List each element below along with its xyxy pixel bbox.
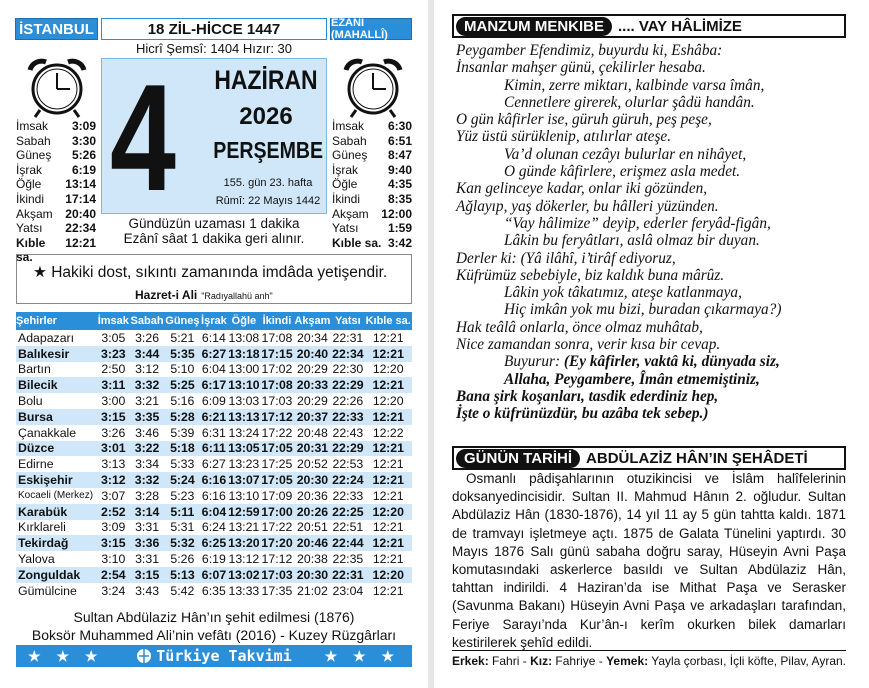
time-cell: 12:21 [372, 520, 404, 535]
poem-line: Hak teâlâ onlarla, önce olmaz muhâtab, [456, 318, 703, 336]
day-events: Sultan Abdülaziz Hân’ın şehit edilmesi (1876) Boksör Muhammed Ali’nin vefâtı (2016) - Kuzey Rüzgârları [31, 609, 397, 643]
time-cell: 5:31 [170, 520, 195, 535]
time-cell: 5:10 [170, 362, 195, 377]
time-cell: 3:26 [101, 425, 126, 440]
table-row [16, 441, 412, 457]
city-name: Düzce [16, 441, 97, 457]
time-cell: 12:21 [372, 330, 404, 345]
time-cell: 13:03 [228, 394, 260, 409]
time-cell: 13:18 [228, 346, 260, 361]
poem-line: Kimin, zerre miktarı, kalbinde varsa îmân, [504, 76, 765, 94]
time-row: Sabah 3:30 [16, 133, 96, 148]
city-times-table [16, 312, 412, 599]
time-cell: 6:16 [201, 473, 227, 488]
time-cell: 3:21 [135, 394, 160, 409]
month-name: HAZİRAN [214, 65, 318, 95]
time-cell: 3:05 [101, 330, 126, 345]
time-cell: 13:08 [228, 330, 260, 345]
table-header [16, 312, 412, 330]
time-row: İşrak 9:40 [332, 162, 412, 177]
time-cell: 3:32 [130, 377, 165, 393]
time-cell: 20:34 [297, 330, 328, 345]
time-cell: 23:04 [332, 583, 364, 598]
table-header-cell: Akşam [293, 312, 331, 330]
time-cell: 3:11 [97, 377, 130, 393]
time-cell: 3:15 [97, 535, 130, 551]
table-row [16, 472, 412, 488]
time-cell: 12:21 [372, 583, 404, 598]
time-cell: 3:01 [97, 441, 130, 457]
star-icons: ★ ★ ★ [324, 647, 400, 664]
time-cell: 13:21 [228, 520, 260, 535]
footer-bar [16, 645, 412, 667]
time-cell: 3:44 [130, 346, 165, 362]
time-cell: 12:20 [364, 504, 412, 520]
time-cell: 13:10 [228, 378, 260, 393]
time-cell: 20:37 [293, 409, 331, 425]
time-row: İkindi 8:35 [332, 191, 412, 206]
time-cell: 12:22 [372, 425, 404, 440]
city-name: Balıkesir [16, 346, 97, 362]
time-cell: 5:33 [170, 457, 195, 472]
time-row: Güneş 8:47 [332, 148, 412, 163]
day-length-note: Gündüzün uzaması 1 dakika Ezânî sâat 1 dakika geri alınır. [123, 216, 305, 246]
time-row: İmsak 6:30 [332, 119, 412, 133]
poem-line: Ağlayıp, yaş dökerler, bu hâlleri yüzünden. [456, 197, 719, 215]
table-row [16, 551, 412, 567]
time-cell: 13:13 [228, 409, 260, 424]
time-cell: 12:21 [364, 472, 412, 488]
time-cell: 6:21 [201, 409, 227, 424]
city-name: Karabük [16, 504, 97, 520]
time-cell: 20:40 [293, 346, 331, 362]
time-cell: 17:08 [261, 378, 293, 393]
time-cell: 20:30 [293, 567, 331, 583]
time-cell: 5:23 [170, 488, 195, 503]
time-row: İmsak 3:09 [16, 119, 96, 133]
table-row [16, 520, 412, 536]
time-cell: 3:36 [130, 535, 165, 551]
time-cell: 3:12 [97, 472, 130, 488]
time-cell: 22:29 [332, 441, 364, 456]
time-cell: 6:27 [201, 457, 226, 472]
time-cell: 5:25 [164, 377, 200, 393]
table-row [16, 504, 412, 520]
table-header-cell: Güneş [164, 312, 200, 330]
time-cell: 13:20 [228, 536, 260, 551]
table-row [16, 456, 412, 472]
table-header-cell: Kıble sa. [364, 312, 412, 330]
poem-line: Va’d olunan cezâyı bulurlar en nihâyet, [504, 145, 747, 163]
time-cell: 22:31 [332, 330, 364, 345]
time-cell: 6:35 [201, 583, 226, 598]
time-cell: 3:15 [97, 409, 130, 425]
time-cell: 3:46 [135, 425, 160, 440]
time-cell: 12:21 [364, 441, 412, 457]
city-name: Tekirdağ [16, 535, 97, 551]
time-cell: 13:02 [228, 567, 260, 582]
table-header-cell: Sabah [130, 312, 165, 330]
city-name: Bilecik [16, 377, 97, 393]
time-cell: 22:30 [332, 362, 364, 377]
time-cell: 3:43 [135, 583, 160, 598]
time-cell: 20:26 [293, 504, 331, 520]
time-cell: 22:25 [332, 504, 364, 519]
time-row: Kıble sa. 3:42 [332, 235, 412, 250]
table-header-cell: Öğle [227, 312, 260, 330]
poem-line: Derler ki: (Yâ ilâhî, i’tirâf ediyoruz, [456, 249, 676, 267]
poem-line: Peygamber Efendimiz, buyurdu ki, Eshâba: [456, 42, 723, 59]
time-cell: 13:23 [228, 457, 260, 472]
time-cell: 17:12 [261, 552, 293, 567]
alarm-clock-icon [332, 56, 414, 118]
time-cell: 3:34 [135, 457, 160, 472]
time-row: Akşam 12:00 [332, 206, 412, 221]
time-cell: 3:12 [135, 362, 160, 377]
poem-bold-line: İşte o küfrünüzdür, bu azâba tek sebep.) [456, 405, 709, 423]
time-cell: 17:05 [261, 473, 293, 488]
time-cell: 22:29 [332, 378, 364, 393]
time-cell: 6:17 [201, 378, 227, 393]
time-row: Sabah 6:51 [332, 133, 412, 148]
poem [456, 42, 848, 423]
table-row [16, 346, 412, 362]
time-cell: 20:33 [293, 377, 331, 393]
manzum-header [452, 14, 846, 38]
time-cell: 3:23 [97, 346, 130, 362]
city-name: Eskişehir [16, 472, 97, 488]
city-name: Gümülcine [18, 583, 77, 598]
time-cell: 22:33 [332, 409, 364, 424]
time-cell: 13:24 [228, 425, 260, 440]
gunun-tarihi-pill: GÜNÜN TARİHİ [456, 449, 580, 468]
time-cell: 17:15 [261, 346, 293, 361]
time-row: İkindi 17:14 [16, 191, 96, 206]
time-cell: 17:00 [261, 504, 293, 519]
city-name: Bursa [16, 409, 97, 425]
time-cell: 5:13 [164, 567, 200, 583]
time-cell: 20:36 [297, 488, 328, 503]
time-cell: 22:43 [332, 425, 364, 440]
city-label: İSTANBUL [15, 18, 98, 40]
poem-line: Nice zamandan sonra, verir kısa bir cevap. [456, 336, 721, 354]
time-cell: 3:09 [101, 520, 126, 535]
ezani-label: EZÂNİ (MAHALLÎ) [330, 18, 412, 40]
time-cell: 22:35 [332, 552, 364, 567]
time-cell: 6:11 [201, 441, 226, 456]
time-cell: 6:04 [201, 504, 227, 519]
time-cell: 5:28 [164, 409, 200, 425]
table-row [16, 393, 412, 409]
time-cell: 22:26 [332, 394, 364, 409]
time-cell: 17:09 [261, 488, 293, 503]
left-page [0, 0, 425, 688]
table-row [16, 362, 412, 378]
quote-text: ★ Hakiki dost, sıkıntı zamanında imdâda yetişendir. [33, 264, 388, 281]
time-cell: 3:13 [101, 457, 126, 472]
time-cell: 6:25 [201, 536, 227, 551]
city-name: Kocaeli (Merkez) [18, 490, 94, 502]
hijri-shamsi: Hicrî Şemsî: 1404 Hızır: 30 [135, 41, 293, 56]
poem-line: “Vay hâlimize” deyip, ederler feryâd-figân, [504, 214, 771, 232]
time-cell: 5:32 [164, 535, 200, 551]
time-cell: 13:05 [228, 441, 260, 456]
time-cell: 5:35 [164, 346, 200, 362]
weekday: PERŞEMBE [213, 137, 324, 163]
time-cell: 3:22 [130, 441, 165, 457]
hijri-date: 18 ZİL-HİCCE 1447 [101, 18, 327, 40]
time-cell: 20:31 [293, 441, 331, 457]
poem-line: O günde kâfirlere, erişmez asla medet. [504, 163, 741, 181]
time-cell: 5:21 [170, 330, 195, 345]
table-header-cell: Yatsı [331, 312, 364, 330]
time-cell: 3:24 [101, 583, 126, 598]
time-cell: 6:16 [201, 488, 226, 503]
time-cell: 22:51 [332, 520, 364, 535]
time-cell: 17:22 [261, 520, 293, 535]
time-cell: 17:20 [261, 536, 293, 551]
time-cell: 6:31 [201, 425, 226, 440]
city-name: Bartın [18, 362, 51, 377]
time-cell: 17:02 [261, 362, 293, 377]
time-cell: 2:52 [97, 504, 130, 520]
time-cell: 3:15 [130, 567, 165, 583]
poem-line: O gün kâfirler ise, güruh güruh, peş peşe, [456, 111, 712, 129]
time-cell: 3:07 [101, 488, 126, 503]
time-cell: 12:20 [364, 567, 412, 583]
time-cell: 12:20 [372, 394, 404, 409]
table-row [16, 567, 412, 583]
city-name: Kırklareli [18, 520, 66, 535]
city-name: Çanakkale [18, 425, 77, 440]
time-cell: 6:24 [201, 520, 226, 535]
poem-line: İnsanlar mahşer günü, çekilirler hesaba. [456, 59, 706, 77]
time-cell: 5:42 [170, 583, 195, 598]
year: 2026 [239, 103, 293, 130]
time-cell: 17:03 [261, 567, 293, 582]
brand-logo: Türkiye Takvimi [136, 647, 291, 665]
time-cell: 3:00 [101, 394, 126, 409]
time-cell: 12:21 [372, 457, 404, 472]
quote-author: Hazret-i Ali "Radıyallahü anh" [135, 288, 273, 302]
day-count: 155. gün 23. hafta [223, 177, 313, 189]
city-name: Bolu [18, 394, 43, 409]
rumi-date: Rûmî: 22 Mayıs 1442 [215, 195, 321, 207]
time-row: Öğle 4:35 [332, 177, 412, 192]
time-cell: 6:14 [201, 330, 226, 345]
time-cell: 3:35 [130, 409, 165, 425]
time-cell: 12:21 [364, 377, 412, 393]
time-cell: 20:51 [297, 520, 328, 535]
poem-line: Hiç imkân yok mu bizi, buradan çıkarmaya?) [504, 301, 782, 319]
poem-buyurur: Buyurur: [504, 353, 561, 371]
quote-box [16, 254, 412, 304]
poem-line: Lâkin bu feryâtları, aslâ olmaz bir duyan. [504, 232, 760, 250]
poem-line: Cennetlere girerek, olurlar şâdü handân. [504, 93, 755, 111]
time-cell: 22:24 [332, 473, 364, 488]
time-cell: 3:31 [135, 520, 160, 535]
time-cell: 17:03 [261, 394, 293, 409]
poem-line: Yüz üstü sürüklenip, atılırlar ateşe. [456, 128, 672, 146]
time-cell: 5:39 [170, 425, 195, 440]
time-cell: 3:26 [135, 330, 160, 345]
time-cell: 5:26 [170, 552, 195, 567]
time-row: Kıble sa. 12:21 [16, 235, 96, 265]
city-name: Edirne [18, 457, 54, 472]
poem-bold-line: (Ey kâfirler, vaktâ ki, dünyada siz, [563, 353, 780, 371]
city-name: Zonguldak [16, 567, 97, 583]
time-row: Yatsı 1:59 [332, 221, 412, 236]
poem-line [456, 353, 848, 370]
table-header-cell: İşrak [200, 312, 227, 330]
time-cell: 20:38 [297, 552, 328, 567]
time-row: Yatsı 22:34 [16, 221, 96, 236]
time-cell: 2:54 [97, 567, 130, 583]
time-cell: 5:16 [170, 394, 195, 409]
time-cell: 20:30 [293, 472, 331, 488]
table-header-cell: Şehirler [16, 312, 97, 330]
time-cell: 5:18 [164, 441, 200, 457]
table-header-cell: İmsak [97, 312, 130, 330]
time-cell: 13:33 [228, 583, 260, 598]
gunun-tarihi-header [452, 446, 846, 470]
prayer-times-left [16, 119, 96, 265]
time-cell: 6:19 [201, 552, 226, 567]
time-cell: 17:08 [261, 330, 293, 345]
time-cell: 22:31 [332, 567, 364, 582]
time-cell: 20:29 [297, 362, 328, 377]
time-cell: 22:34 [332, 346, 364, 361]
table-row [16, 330, 412, 346]
time-cell: 5:11 [164, 504, 200, 520]
time-cell: 20:46 [293, 535, 331, 551]
time-cell: 12:21 [372, 488, 404, 503]
history-text: Osmanlı pâdişahlarının otuzikincisi ve İslâm halîfelerinin doksanyedincisidir. Sultan II. Mahmud Hânın 2. oğludur. Sultan Abdülaziz Hân (1830-1876), 14 yıl 11 ay 5 gün tahtta kaldı. 1871 de tramvayı işletmeye açtı. 1875 de Galata Tünelini yaptırdı. 30 Mayıs 1876 Salı günü sabaha doğru saray, Hüseyin Avni Paşa komutasındaki askerlerce basıldı ve Sultan Abdülaziz Hân, tahttan indirildi. 4 Haziran’da ise Mithat Paşa ve Serasker (Savunma Bakanı) Hüseyin Avni Paşa ve arkadaşları tarafından, Feriye Sarayı’nda Kur’ân-ı kerîm okurken bilek damarları kestirilerek şehîd edildi. [452, 471, 846, 650]
time-cell: 20:52 [297, 457, 328, 472]
date-box [101, 53, 327, 223]
divider-line [452, 650, 846, 651]
time-cell: 2:50 [101, 362, 126, 377]
city-name: Yalova [18, 552, 55, 567]
time-cell: 12:21 [364, 409, 412, 425]
table-row [16, 425, 412, 441]
manzum-pill: MANZUM MENKIBE [456, 17, 612, 36]
table-row [16, 377, 412, 393]
table-header-cell: İkindi [260, 312, 293, 330]
prayer-times-right [332, 119, 412, 250]
globe-icon [136, 648, 152, 664]
time-cell: 13:00 [228, 362, 260, 377]
poem-bold-line: Allaha, Peygambere, Îmân etmemiştiniz, [504, 370, 760, 388]
page-divider [428, 0, 434, 688]
poem-line: Lâkin yok tâkatımız, ateşe katlanmaya, [504, 284, 742, 302]
manzum-title: .... VAY HÂLİMİZE [618, 17, 742, 35]
time-cell: 22:53 [332, 457, 364, 472]
time-cell: 17:12 [261, 409, 293, 424]
table-row [16, 535, 412, 551]
time-cell: 21:02 [297, 583, 328, 598]
time-cell: 6:09 [201, 394, 226, 409]
names-and-meal: Erkek: Fahri - Kız: Fahriye - Yemek: Yayla çorbası, İçli köfte, Pilav, Ayran. [452, 654, 847, 668]
table-row [16, 409, 412, 425]
alarm-clock-icon [16, 56, 98, 118]
table-row [16, 583, 412, 599]
time-cell: 3:32 [130, 472, 165, 488]
time-cell: 6:04 [201, 362, 226, 377]
time-cell: 17:25 [261, 457, 293, 472]
time-cell: 13:12 [228, 552, 260, 567]
time-row: İşrak 6:19 [16, 162, 96, 177]
time-cell: 3:10 [101, 552, 126, 567]
poem-line: Kan gelinceye kadar, onlar iki gözünden, [456, 180, 708, 198]
table-row [16, 488, 412, 504]
time-cell: 20:48 [297, 425, 328, 440]
time-cell: 17:22 [261, 425, 293, 440]
time-cell: 3:31 [135, 552, 160, 567]
city-name: Adapazarı [18, 330, 75, 345]
time-cell: 6:07 [201, 567, 227, 582]
time-cell: 12:21 [364, 346, 412, 362]
time-cell: 12:21 [372, 552, 404, 567]
time-cell: 20:29 [297, 394, 328, 409]
time-cell: 22:33 [332, 488, 364, 503]
time-cell: 12:21 [364, 535, 412, 551]
time-cell: 5:24 [164, 472, 200, 488]
day-number: 4 [110, 53, 173, 223]
time-cell: 12:20 [372, 362, 404, 377]
time-cell: 12:59 [228, 504, 260, 519]
time-row: Öğle 13:14 [16, 177, 96, 192]
time-cell: 22:44 [332, 536, 364, 551]
time-row: Güneş 5:26 [16, 148, 96, 163]
time-cell: 3:28 [135, 488, 160, 503]
time-cell: 13:10 [228, 488, 260, 503]
time-cell: 17:05 [261, 441, 293, 456]
gunun-tarihi-title: ABDÜLAZİZ HÂN’IN ŞEHÂDETİ [586, 449, 808, 467]
time-cell: 3:14 [130, 504, 165, 520]
poem-line: Küfrümüz sebebiyle, biz kaldık buna mârûz. [456, 266, 725, 284]
right-page [436, 0, 869, 688]
poem-bold-line: Bana şirk koşanları, tasdik ederdiniz hep, [456, 387, 719, 405]
time-row: Akşam 20:40 [16, 206, 96, 221]
time-cell: 17:35 [261, 583, 293, 598]
time-cell: 6:27 [201, 346, 227, 361]
time-cell: 13:07 [228, 473, 260, 488]
star-icons: ★ ★ ★ [28, 647, 104, 664]
